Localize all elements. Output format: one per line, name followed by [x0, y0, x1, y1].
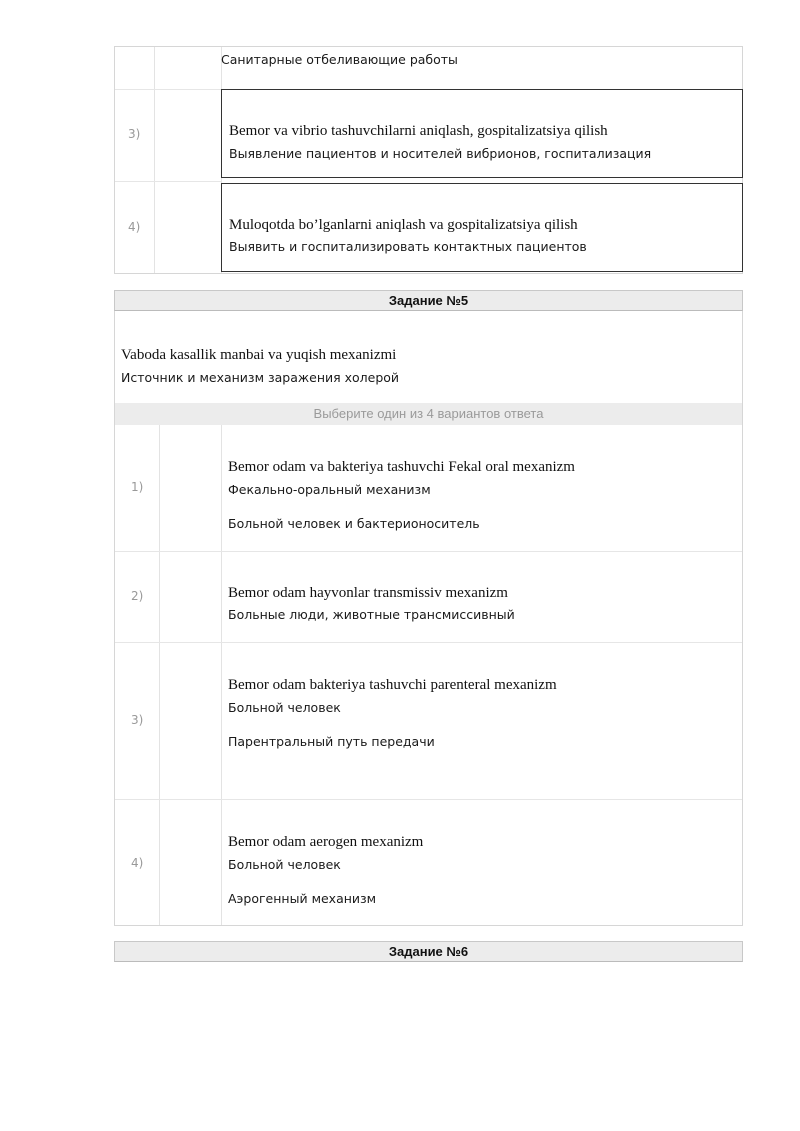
- option-text-uz: Bemor va vibrio tashuvchilarni aniqlash, gospitalizatsiya qilish: [229, 123, 608, 139]
- answer-option-3[interactable]: [221, 89, 743, 178]
- option-number: 2): [131, 589, 144, 603]
- option-text-ru-2: Аэрогенный механизм: [228, 891, 377, 906]
- option-text-ru-2: Парентральный путь передачи: [228, 734, 435, 749]
- option-number: 4): [128, 220, 141, 234]
- answer-option-4[interactable]: [221, 183, 743, 272]
- option-number: 1): [131, 480, 144, 494]
- task5-header: Задание №5: [114, 290, 743, 311]
- option-text-ru: Выявление пациентов и носителей вибрионов, госпитализация: [229, 146, 652, 161]
- question-text-uz: Vaboda kasallik manbai va yuqish mexanizmi: [121, 347, 397, 363]
- sanitary-works-text: Санитарные отбеливающие работы: [221, 52, 458, 67]
- option-text-uz: Bemor odam bakteriya tashuvchi parenteral mexanizm: [228, 677, 557, 693]
- option-text-ru: Больной человек: [228, 857, 341, 872]
- answer-instruction: Выберите один из 4 вариантов ответа: [114, 403, 743, 425]
- option-text-ru: Выявить и госпитализировать контактных пациентов: [229, 239, 587, 254]
- option-text-uz: Bemor odam aerogen mexanizm: [228, 834, 424, 850]
- option-text-ru: Фекально-оральный механизм: [228, 482, 431, 497]
- task6-header: Задание №6: [114, 941, 743, 962]
- option-text-ru: Больной человек: [228, 700, 341, 715]
- question-text-ru: Источник и механизм заражения холерой: [121, 370, 400, 385]
- option-text-uz: Bemor odam va bakteriya tashuvchi Fekal oral mexanizm: [228, 459, 575, 475]
- option-text-uz: Bemor odam hayvonlar transmissiv mexanizm: [228, 585, 508, 601]
- option-text-ru-2: Больной человек и бактерионоситель: [228, 516, 480, 531]
- answer-option-2[interactable]: [221, 552, 741, 641]
- answer-option-4[interactable]: [221, 800, 741, 924]
- option-number: 3): [131, 713, 144, 727]
- answer-option-3[interactable]: [221, 643, 741, 798]
- option-text-ru: Больные люди, животные трансмиссивный: [228, 607, 515, 622]
- option-number: 3): [128, 127, 141, 141]
- option-text-uz: Muloqotda bo’lganlarni aniqlash va gospitalizatsiya qilish: [229, 217, 578, 233]
- answer-option-1[interactable]: [221, 425, 741, 550]
- option-number: 4): [131, 856, 144, 870]
